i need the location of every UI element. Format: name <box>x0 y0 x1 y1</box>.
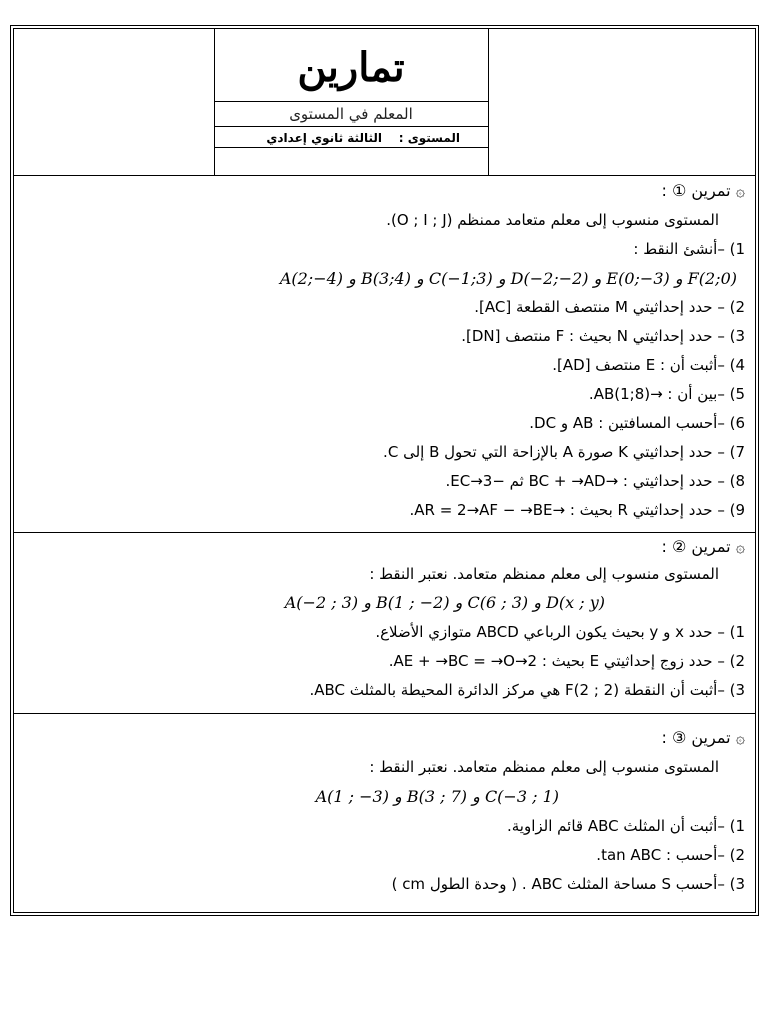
question-3: 3) – حدد إحداثيتي N بحيث : F منتصف [DN]. <box>461 327 745 345</box>
exercise-2 <box>14 533 755 714</box>
points-list: D(x ; y) و C(6 ; 3) و B(1 ; −2) و A(−2 ; 3) <box>284 593 605 612</box>
exercise-3 <box>14 714 755 914</box>
exercise-title: ۞ تمرين ② : <box>661 537 745 556</box>
header-middle-cell <box>214 29 489 175</box>
question-2: 2) – حدد زوج إحداثيتي E بحيث : 2→AE + →BC = →O. <box>388 652 745 670</box>
exercise-title: ۞ تمرين ③ : <box>661 728 745 747</box>
header-right-cell <box>488 29 755 175</box>
question-9: 9) – حدد إحداثيتي R بحيث : →AR = 2→AF − →BE. <box>409 501 745 519</box>
question-4: 4) –أثبت أن : E منتصف [AD]. <box>552 356 745 374</box>
question-7: 7) – حدد إحداثيتي K صورة A بالإزاحة التي تحول B إلى C. <box>383 443 745 461</box>
exercise-1 <box>14 176 755 533</box>
logo-calligraphy: تمارين <box>297 44 405 91</box>
question-3: 3) –أثبت أن النقطة F(2 ; 2) هي مركز الدائرة المحيطة بالمثلث ABC. <box>309 681 745 699</box>
exercise-intro: المستوى منسوب إلى معلم متعامد ممنظم (O ; I ; J). <box>386 211 719 229</box>
question-5: 5) –بين أن : →AB(1;8). <box>588 385 745 403</box>
header-left-cell <box>14 29 215 175</box>
level-line <box>214 126 488 148</box>
teacher-line: المعلم في المستوى <box>214 101 488 126</box>
exercise-intro: المستوى منسوب إلى معلم ممنظم متعامد. نعتبر النقط : <box>369 758 719 776</box>
exercise-title: ۞ تمرين ① : <box>661 181 745 200</box>
question-6: 6) –أحسب المسافتين : AB و DC. <box>529 414 745 432</box>
points-list: F(2;0) و E(0;−3) و D(−2;−2) و C(−1;3) و B(3;4) و A(2;−4) <box>279 269 737 288</box>
question-1: 1) – حدد x و y بحيث يكون الرباعي ABCD متوازي الأضلاع. <box>375 623 745 641</box>
question-1: 1) –أثبت أن المثلث ABC قائم الزاوية. <box>506 817 745 835</box>
question-8: 8) – حدد إحداثيتي : →BC + →AD ثم −3→EC. <box>445 472 745 490</box>
question-2: 2) – حدد إحداثيتي M منتصف القطعة [AC]. <box>474 298 745 316</box>
question-2: 2) –أحسب : tan ABC. <box>596 846 745 864</box>
worksheet-frame <box>10 25 759 916</box>
level-value: الثالثة ثانوي إعدادي <box>266 131 382 145</box>
worksheet-inner-border <box>13 28 756 913</box>
header-table <box>14 29 755 176</box>
exercise-intro: المستوى منسوب إلى معلم ممنظم متعامد. نعتبر النقط : <box>369 565 719 583</box>
points-list: C(−3 ; 1) و B(3 ; 7) و A(1 ; −3) <box>315 787 559 806</box>
question-1: 1) –أنشئ النقط : <box>633 240 745 258</box>
level-label: المستوى : <box>398 131 460 145</box>
question-3: 3) –أحسب S مساحة المثلث ABC . ( وحدة الطول cm ) <box>391 875 745 893</box>
